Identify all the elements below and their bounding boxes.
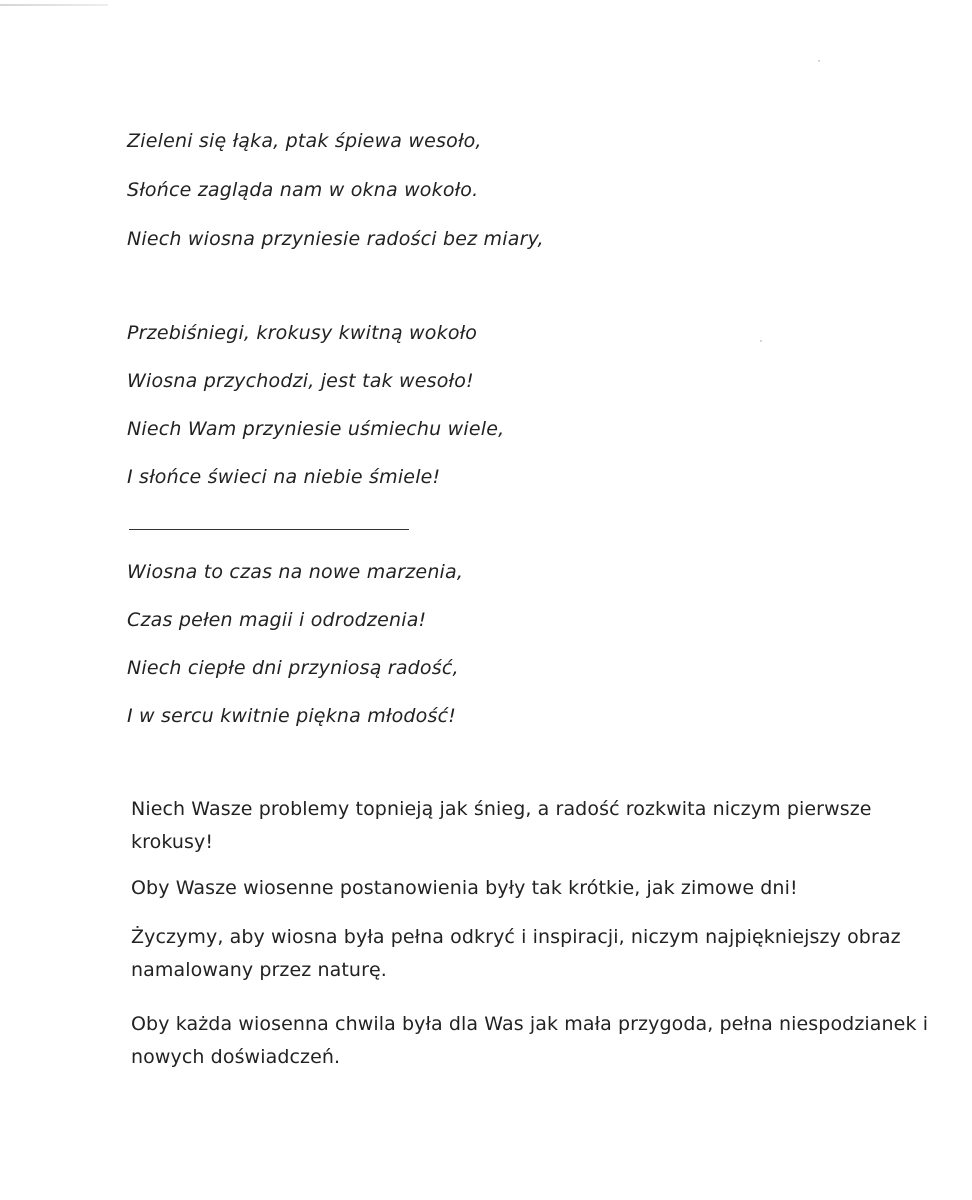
poem-line: Wiosna przychodzi, jest tak wesoło! — [127, 370, 474, 392]
wish-paragraph: Oby każda wiosenna chwila była dla Was jak mała przygoda, pełna niespodzianek i nowych doświadczeń. — [131, 1013, 929, 1068]
poem-line: Wiosna to czas na nowe marzenia, — [127, 561, 464, 583]
scan-speck — [818, 60, 820, 62]
section-divider — [129, 529, 409, 530]
wish-paragraph: Niech Wasze problemy topnieją jak śnieg, a radość rozkwita niczym pierwsze krokusy! — [131, 798, 872, 853]
poem-line: Zieleni się łąka, ptak śpiewa wesoło, — [127, 130, 482, 152]
poem-line: Czas pełen magii i odrodzenia! — [127, 609, 427, 631]
wish-paragraph: Życzymy, aby wiosna była pełna odkryć i inspiracji, niczym najpiękniejszy obraz namalowany przez naturę. — [131, 926, 901, 981]
poem-line: Niech ciepłe dni przyniosą radość, — [127, 657, 459, 679]
poem-line: Przebiśniegi, krokusy kwitną wokoło — [127, 322, 478, 344]
poem-line: Niech Wam przyniesie uśmiechu wiele, — [127, 418, 505, 440]
poem-line: I w sercu kwitnie piękna młodość! — [127, 705, 457, 727]
poem-line: Słońce zagląda nam w okna wokoło. — [127, 179, 479, 201]
poem-line: I słońce świeci na niebie śmiele! — [127, 466, 441, 488]
scan-edge-mark — [0, 4, 108, 6]
scan-speck — [760, 340, 762, 342]
wish-paragraph: Oby Wasze wiosenne postanowienia były tak krótkie, jak zimowe dni! — [131, 877, 798, 899]
poem-line: Niech wiosna przyniesie radości bez miary, — [127, 228, 544, 250]
